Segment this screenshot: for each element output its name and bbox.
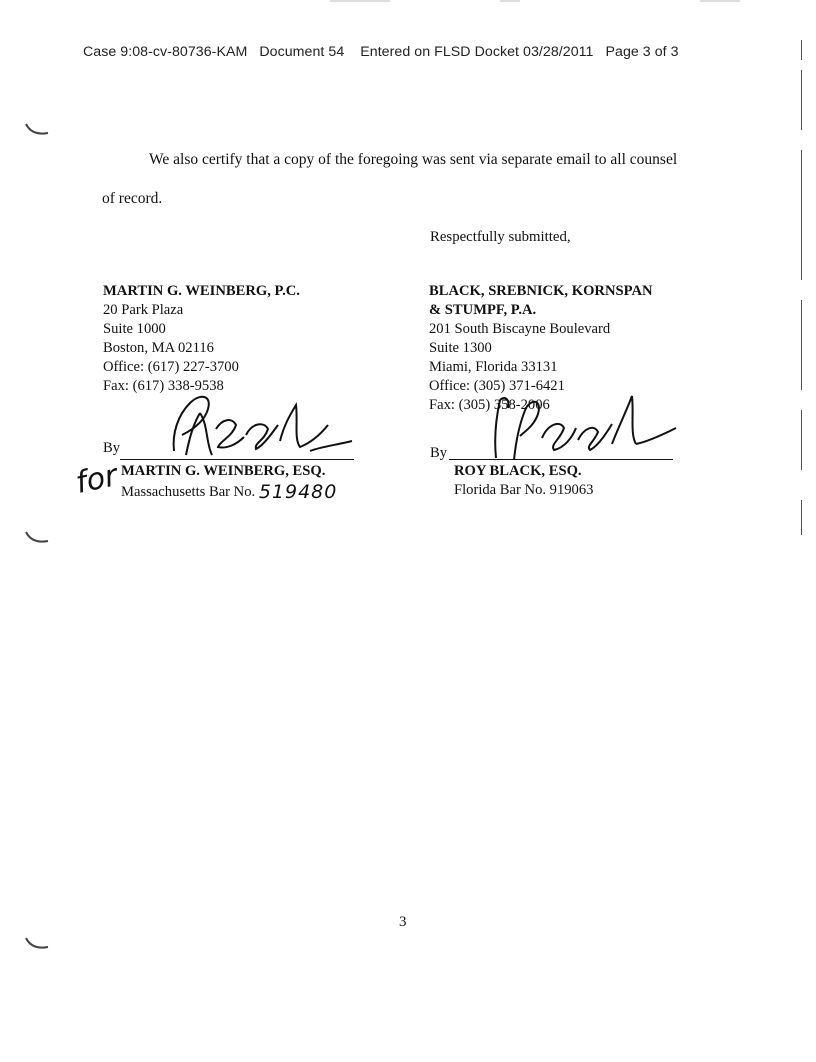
right-city: Miami, Florida 33131 — [429, 359, 558, 375]
left-address-line2: Suite 1000 — [103, 321, 166, 337]
left-bar-line — [121, 481, 337, 502]
hole-punch-mark — [24, 122, 50, 138]
case-number: Case 9:08-cv-80736-KAM — [83, 44, 248, 60]
right-firm-name-line1: BLACK, SREBNICK, KORNSPAN — [429, 283, 653, 299]
scan-edge-line — [801, 300, 802, 390]
right-firm-name-line2: & STUMPF, P.A. — [429, 302, 537, 318]
left-address-line1: 20 Park Plaza — [103, 302, 184, 318]
left-fax: Fax: (617) 338-9538 — [103, 378, 224, 394]
left-signatory-block — [121, 462, 337, 502]
left-handwritten-signature — [160, 385, 360, 465]
scan-edge-line — [801, 40, 802, 60]
scan-edge-artifacts — [0, 0, 816, 6]
scan-edge-line — [801, 410, 802, 470]
closing-text: Respectfully submitted, — [430, 229, 571, 245]
left-city: Boston, MA 02116 — [103, 340, 214, 356]
certification-text-continued: of record. — [102, 190, 163, 207]
right-signatory-name: ROY BLACK, ESQ. — [454, 463, 582, 479]
right-signatory-block — [454, 462, 593, 500]
scan-edge-line — [801, 70, 802, 130]
certification-text: We also certify that a copy of the foregoing was sent via separate email to all counsel — [149, 151, 678, 168]
right-address-line1: 201 South Biscayne Boulevard — [429, 321, 611, 337]
right-office-phone: Office: (305) 371-6421 — [429, 378, 565, 394]
left-signatory-name: MARTIN G. WEINBERG, ESQ. — [121, 463, 326, 479]
right-handwritten-signature — [480, 378, 680, 464]
left-by-label: By — [103, 440, 121, 456]
page-number: 3 — [399, 914, 407, 930]
hole-punch-mark — [24, 530, 50, 546]
right-bar-number: Florida Bar No. 919063 — [454, 482, 594, 498]
right-address-line2: Suite 1300 — [429, 340, 492, 356]
right-by-label: By — [430, 445, 448, 461]
left-bar-number-label: Massachusetts Bar No. — [121, 484, 256, 500]
left-office-phone: Office: (617) 227-3700 — [103, 359, 239, 375]
hole-punch-mark — [24, 936, 50, 952]
scan-edge-line — [801, 500, 802, 535]
page-indicator: Page 3 of 3 — [605, 44, 679, 60]
right-fax: Fax: (305) 358-2006 — [429, 397, 550, 413]
left-counsel-block — [103, 282, 300, 396]
handwritten-for-annotation: for — [72, 458, 121, 501]
left-signature-line — [120, 459, 354, 460]
scan-edge-line — [801, 150, 802, 280]
right-signature-line — [449, 459, 673, 460]
handwritten-bar-number: 519480 — [258, 481, 338, 503]
docket-entry: Entered on FLSD Docket 03/28/2011 — [360, 44, 594, 60]
left-firm-name: MARTIN G. WEINBERG, P.C. — [103, 283, 300, 299]
docket-header — [83, 44, 679, 60]
document-number: Document 54 — [259, 44, 345, 60]
